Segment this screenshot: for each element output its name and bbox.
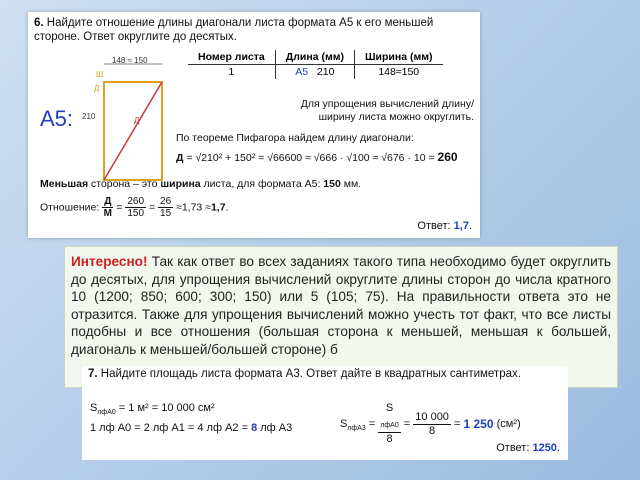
task7-line2: 1 лф А0 = 2 лф А1 = 4 лф А2 = 8 лф А3 <box>90 422 293 434</box>
interesting-body: Так как ответ во всех заданиях такого типа необходимо будет округлить до десятых, для упрощения вычислений округлите длины сторон до числа кратного 10 (1200; 850; 600; 300; 150) или 5 (105; 75). На правильности ответа это не отразится. Также для упрощения вычислений можно учесть тот факт, что все листы подобны и все отношения (большая сторона к меньшей, меньшая к большей, диагональ к меньшей/большей стороне) б <box>71 254 611 357</box>
sheet-drawing <box>88 54 192 186</box>
interesting-head: Интересно! <box>71 254 148 269</box>
table-cell-name: А5 <box>295 66 309 78</box>
table-cell-length-value: 210 <box>316 66 335 78</box>
table-cell-number: 1 <box>228 66 235 78</box>
table-cell-length <box>275 65 354 80</box>
task7-number: 7. <box>88 368 98 380</box>
task7-frac2: $\frac{10 000}{8}$ <box>415 410 449 437</box>
table-header: Ширина (мм) <box>354 50 442 65</box>
spec-table <box>188 50 443 79</box>
smaller-text-3: мм. <box>340 178 362 190</box>
rounding-note: Для упрощения вычислений длину/ширину листа можно округлить. <box>300 98 474 123</box>
smaller-text-2: листа, для формата А5: <box>200 178 324 190</box>
table-header: Номер листа <box>188 50 275 65</box>
formula-lhs: Д <box>176 152 184 164</box>
format-label: А5: <box>40 106 74 131</box>
task7-card <box>82 366 568 460</box>
task7-highlight: 8 <box>251 422 258 434</box>
top-letter: Ш <box>96 70 104 79</box>
diag-letter: Д <box>134 116 140 125</box>
task7-line1: $S_{лфА0} = 1$ м² = 10 000 см² <box>90 402 215 417</box>
task7-result: 1 250 <box>463 417 494 432</box>
table-row <box>188 65 443 80</box>
formula-part2: = √66600 ≈ √666 · √100 ≈ √676 · 10 = <box>258 152 435 164</box>
ratio-result: 1,7 <box>210 201 226 214</box>
diagonal-formula <box>176 150 458 164</box>
task7-frac1: S $_{лфА0}$ 8 <box>380 402 399 446</box>
ratio-frac-260-150: $\frac{260}{150}$ <box>127 196 145 219</box>
task7-question-text: Найдите площадь листа формата А3. Ответ дайте в квадратных сантиметрах. <box>100 368 521 380</box>
task6-question <box>34 16 474 44</box>
task7-question <box>88 368 564 381</box>
formula-result: 260 <box>437 150 458 164</box>
task6-answer: Ответ: 1,7. <box>417 220 472 232</box>
ratio-frac-26-15: $\frac{26}{15}$ <box>160 196 172 219</box>
task6-question-text: Найдите отношение длины диагонали листа формата А5 к его меньшей стороне. Ответ округлите до десятых. <box>34 17 434 43</box>
smaller-text-1: сторона – это <box>88 178 161 190</box>
left-letter: Д <box>94 84 100 93</box>
task6-answer-value: 1,7 <box>453 220 469 232</box>
smaller-side-text <box>40 178 361 190</box>
task7-formula: $S_{лфА3}$ = S $_{лфА0}$ 8 = $\frac{10 000}{8}$ = 1 250 (см²) <box>340 402 521 446</box>
width-word: ширина <box>160 178 201 190</box>
ratio-frac-dm: $\frac{Д}{М}$ <box>103 196 112 219</box>
task7-answer: Ответ: 1250. <box>496 442 560 454</box>
ratio-label: Отношение: <box>40 201 100 214</box>
task6-card <box>28 12 480 238</box>
interesting-text <box>71 253 611 358</box>
ratio-line: Отношение: $\frac{Д}{М}$ = $\frac{260}{150}$ = $\frac{26}{15}$ ≈1,73 ≈1,7. <box>40 196 229 219</box>
formula-part1: = √210² + 150² <box>186 152 256 164</box>
table-header-row <box>188 50 443 65</box>
task6-number: 6. <box>34 17 44 29</box>
width-value: 150 <box>323 178 341 190</box>
table-header: Длина (мм) <box>275 50 354 65</box>
pythagoras-text: По теореме Пифагора найдем длину диагонали: <box>176 132 414 144</box>
top-label: 148 ≈ 150 <box>112 56 148 65</box>
smaller-word: Меньшая <box>40 178 89 190</box>
side-value: 210 <box>82 112 96 121</box>
task7-answer-value: 1250 <box>532 442 557 454</box>
table-cell-width: 148≈150 <box>354 65 442 80</box>
